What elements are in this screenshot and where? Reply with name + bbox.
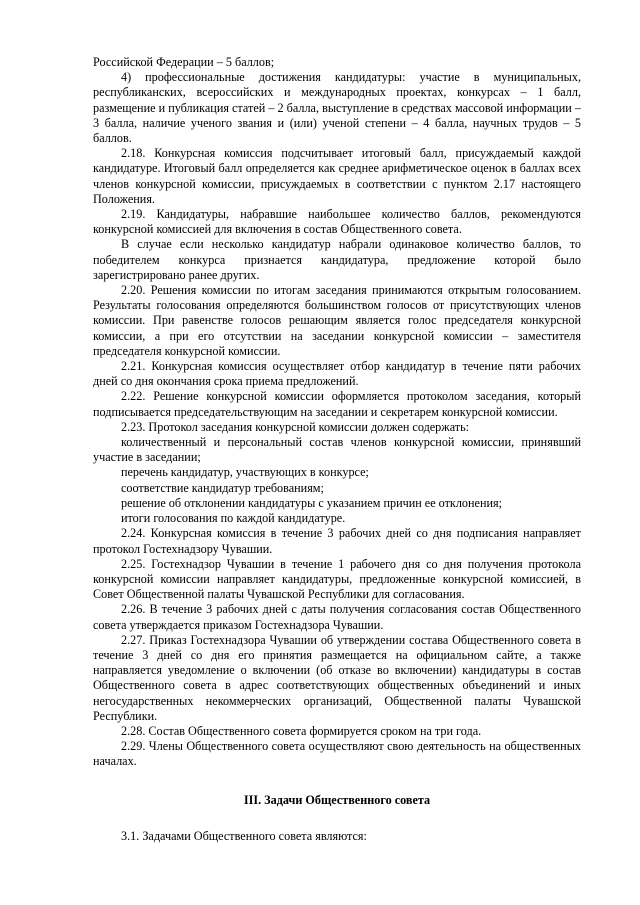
document-page xyxy=(93,55,581,844)
paragraph-2-23: 2.23. Протокол заседания конкурсной комиссии должен содержать: xyxy=(121,419,470,434)
paragraph-2-29: 2.29. Члены Общественного совета осуществляют свою деятельность на общественных началах. xyxy=(93,739,581,769)
paragraph-2-20: 2.20. Решения комиссии по итогам заседания принимаются открытым голосованием. Результаты голосования определяются большинством голосов от присутствующих членов комиссии. При равенстве голосов решающим является голос председателя конкурсной комиссии, а при его отсутствии на заседании конкурсной комиссии – заместителя председателя конкурсной комиссии. xyxy=(93,283,581,358)
section-heading: III. Задачи Общественного совета xyxy=(243,792,431,807)
protocol-item-compliance: соответствие кандидатур требованиям; xyxy=(121,480,324,495)
protocol-item-members: количественный и персональный состав членов конкурсной комиссии, принявший участие в заседании; xyxy=(93,435,581,465)
paragraph-2-24: 2.24. Конкурсная комиссия в течение 3 рабочих дней со дня подписания направляет протокол Гостехнадзору Чувашии. xyxy=(93,526,581,556)
paragraph-federation-points: Российской Федерации – 5 баллов; xyxy=(93,55,275,69)
paragraph-2-27: 2.27. Приказ Гостехнадзора Чувашии об утверждении состава Общественного совета в течение 3 дней со дня его принятия размещается на официальном сайте, а также направляется уведомление о включении (об отказе во включении) кандидатуры в состав Общественного совета в адрес соответствующих общественных объединений и иных негосударственных некоммерческих организаций, Общественной палаты Чувашской Республики. xyxy=(93,632,581,723)
paragraph-2-22: 2.22. Решение конкурсной комиссии оформляется протоколом заседания, который подписывается председательствующим на заседании и секретарем конкурсной комиссии. xyxy=(93,389,581,419)
paragraph-professional-achievements: 4) профессиональные достижения кандидатуры: участие в муниципальных, республиканских, всероссийских и международных проектах, конкурсах – 1 балл, размещение и публикация статей – 2 балла, выступление в средствах массовой информации – 3 балла, наличие ученого звания и (или) ученой степени – 4 балла, научных трудов – 5 баллов. xyxy=(93,70,581,146)
paragraph-equal-points: В случае если несколько кандидатур набрали одинаковое количество баллов, то победителем конкурса признается кандидатура, предложение которой было зарегистрировано ранее других. xyxy=(93,237,581,282)
paragraph-3-1: 3.1. Задачами Общественного совета являются: xyxy=(121,828,367,843)
paragraph-2-28: 2.28. Состав Общественного совета формируется сроком на три года. xyxy=(121,723,482,738)
paragraph-2-19: 2.19. Кандидатуры, набравшие наибольшее количество баллов, рекомендуются конкурсной комиссией для включения в состав Общественного совета. xyxy=(93,207,581,237)
paragraph-2-25: 2.25. Гостехнадзор Чувашии в течение 1 рабочего дня со дня получения протокола конкурсной комиссии направляет кандидатуры, предложенные конкурсной комиссией, в Совет Общественной палаты Чувашской Республики для согласования. xyxy=(93,556,581,602)
paragraph-2-21: 2.21. Конкурсная комиссия осуществляет отбор кандидатур в течение пяти рабочих дней со дня окончания срока приема предложений. xyxy=(93,359,581,389)
protocol-item-rejection: решение об отклонении кандидатуры с указанием причин ее отклонения; xyxy=(121,495,502,510)
paragraph-2-26: 2.26. В течение 3 рабочих дней с даты получения согласования состав Общественного совета утверждается приказом Гостехнадзора Чувашии. xyxy=(93,602,581,632)
paragraph-2-18: 2.18. Конкурсная комиссия подсчитывает итоговый балл, присуждаемый каждой кандидатуре. Итоговый балл определяется как среднее арифметическое оценок в баллах всех членов конкурсной комиссии, присуждаемых в соответствии с пунктом 2.17 настоящего Положения. xyxy=(93,146,581,206)
protocol-item-voting: итоги голосования по каждой кандидатуре. xyxy=(121,511,346,526)
protocol-item-candidates: перечень кандидатур, участвующих в конкурсе; xyxy=(121,465,369,480)
